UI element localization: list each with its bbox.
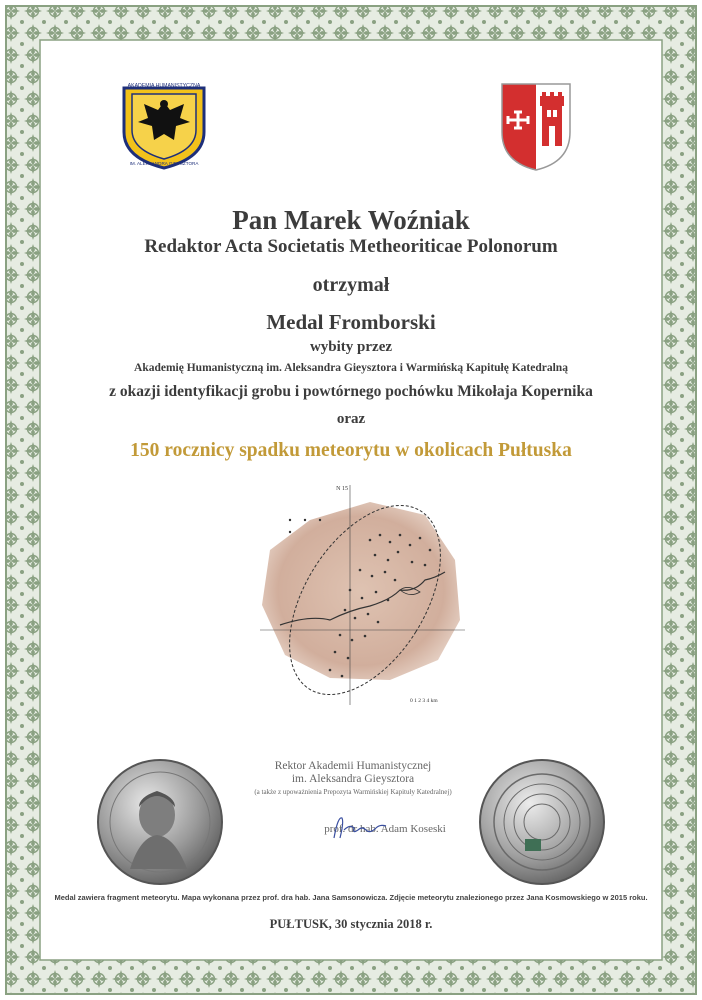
recipient-name: Pan Marek Woźniak: [232, 205, 470, 235]
and-text: oraz: [336, 411, 366, 427]
cathedral-medal-icon: [477, 757, 607, 887]
received-text: otrzymał: [312, 274, 390, 296]
issuers-text: Akademię Humanistyczną im. Aleksandra Gieysztora i Warmińską Kapitułę Katedralną: [134, 362, 568, 374]
meteorite-strewn-field-map-icon: [250, 480, 480, 715]
copernicus-medal-icon: [95, 757, 225, 887]
pultusk-coat-of-arms-icon: [500, 82, 572, 172]
signatory-note: (a także z upoważnienia Prepozyta Warmińskiej Kapituły Katedralnej): [254, 788, 452, 796]
occasion-text: z okazji identyfikacji grobu i powtórnego pochówku Mikołaja Kopernika: [109, 383, 593, 400]
map-north-label: N 15: [336, 486, 348, 492]
academy-ring-bottom: IM. ALEKSANDRA GIEYSZTORA: [129, 161, 199, 166]
anniversary-text: 150 rocznicy spadku meteorytu w okolicach Pułtuska: [130, 440, 572, 461]
minted-by-label: wybity przez: [309, 339, 393, 355]
signatory-title-line1: Rektor Akademii Humanistycznej: [274, 760, 432, 772]
academy-ring-top: AKADEMIA HUMANISTYCZNA: [127, 83, 201, 89]
black-eagle-icon: [118, 80, 210, 170]
map-scale-label: 0 1 2 3 4 km: [410, 698, 438, 704]
handwritten-signature: [330, 812, 390, 840]
signatory-title-line2: im. Aleksandra Gieysztora: [291, 773, 415, 785]
recipient-role: Redaktor Acta Societatis Metheoriticae Polonorum: [144, 236, 558, 257]
medal-name: Medal Fromborski: [266, 310, 436, 334]
place-date: PUŁTUSK, 30 stycznia 2018 r.: [269, 917, 433, 931]
footnote: Medal zawiera fragment meteorytu. Mapa wykonana przez prof. dra hab. Jana Samsonowicza. Zdjęcie meteorytu znalezionego przez Jana Kosmowskiego w 2015 roku.: [54, 893, 648, 902]
signatory-name: prof. dr hab. Adam Koseski: [324, 823, 446, 835]
